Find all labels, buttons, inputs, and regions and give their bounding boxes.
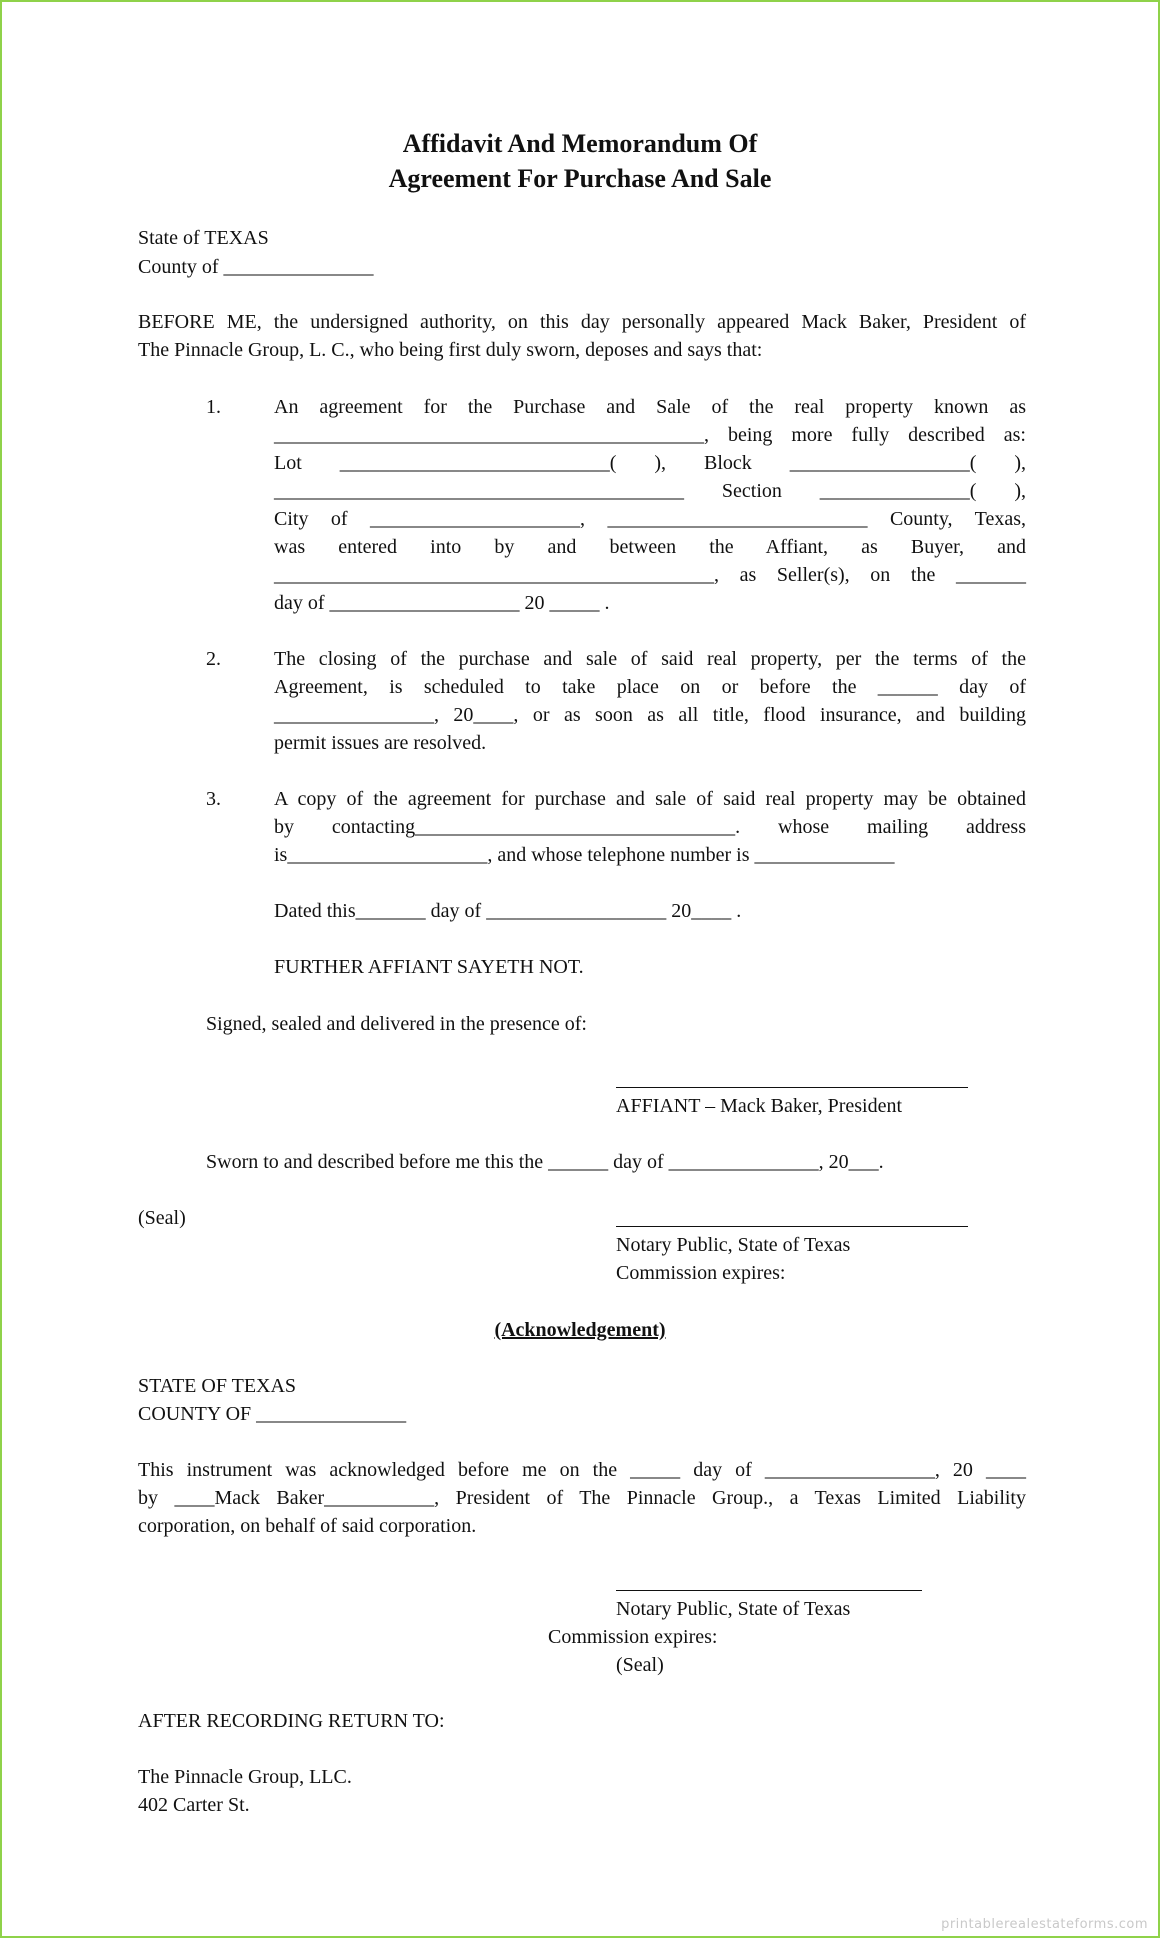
item-3-line: A copy of the agreement for purchase and sale of said real property may be obtained	[274, 788, 1026, 810]
acknowledgement-line: by ____Mack Baker___________, President of The Pinnacle Group., a Texas Limited Liability	[138, 1487, 1026, 1509]
watermark-text: printablerealestateforms.com	[941, 1917, 1148, 1932]
commission-expires-label: Commission expires:	[616, 1262, 786, 1284]
return-address: 402 Carter St.	[138, 1794, 250, 1816]
notary-label: Notary Public, State of Texas	[616, 1234, 851, 1256]
intro-line-1: BEFORE ME, the undersigned authority, on this day personally appeared Mack Baker, President of	[138, 311, 1026, 333]
item-1-line: ___________________________________________, being more fully described as:	[274, 424, 1026, 446]
item-1-line: Lot ___________________________( ), Block __________________( ),	[274, 452, 1026, 474]
county-caps-line: COUNTY OF _______________	[138, 1403, 407, 1425]
sworn-line: Sworn to and described before me this the ______ day of _______________, 20___.	[206, 1151, 884, 1173]
seal-label: (Seal)	[138, 1207, 186, 1229]
item-3-line: by contacting________________________________. whose mailing address	[274, 816, 1026, 838]
item-number-3: 3.	[206, 788, 221, 810]
affiant-label: AFFIANT – Mack Baker, President	[616, 1095, 903, 1117]
item-1-line: was entered into by and between the Affiant, as Buyer, and	[274, 536, 1026, 558]
item-2-line: Agreement, is scheduled to take place on or before the ______ day of	[274, 676, 1026, 698]
item-1-line: day of ___________________ 20 _____ .	[274, 592, 610, 614]
document-title-line-1: Affidavit And Memorandum Of	[402, 129, 758, 158]
seal-label-2: (Seal)	[616, 1654, 664, 1676]
county-line: County of _______________	[138, 256, 374, 278]
intro-line-2: The Pinnacle Group, L. C., who being first duly sworn, deposes and says that:	[138, 339, 763, 361]
notary-signature-line	[616, 1226, 968, 1227]
item-1-line: ____________________________________________, as Seller(s), on the _______	[274, 564, 1026, 586]
acknowledgement-line: corporation, on behalf of said corporation.	[138, 1515, 477, 1537]
item-1-line: City of _____________________, __________________________ County, Texas,	[274, 508, 1026, 530]
acknowledgement-line: This instrument was acknowledged before me on the _____ day of _________________, 20 ____	[138, 1459, 1026, 1481]
notary-signature-line-2	[616, 1590, 922, 1591]
item-2-line: The closing of the purchase and sale of said real property, per the terms of the	[274, 648, 1026, 670]
state-line: State of TEXAS	[138, 227, 269, 249]
signed-sealed-line: Signed, sealed and delivered in the presence of:	[206, 1013, 587, 1035]
further-affiant-line: FURTHER AFFIANT SAYETH NOT.	[274, 956, 584, 978]
after-recording-heading: AFTER RECORDING RETURN TO:	[138, 1710, 445, 1732]
item-1-line: An agreement for the Purchase and Sale of the real property known as	[274, 396, 1026, 418]
return-name: The Pinnacle Group, LLC.	[138, 1766, 352, 1788]
item-number-1: 1.	[206, 396, 221, 418]
item-number-2: 2.	[206, 648, 221, 670]
acknowledgement-heading: (Acknowledgement)	[494, 1319, 666, 1341]
notary-label-2: Notary Public, State of Texas	[616, 1598, 851, 1620]
affiant-signature-line	[616, 1087, 968, 1088]
dated-line: Dated this_______ day of __________________ 20____ .	[274, 900, 742, 922]
commission-expires-label-2: Commission expires:	[548, 1626, 718, 1648]
item-1-line: _________________________________________ Section _______________( ),	[274, 480, 1026, 502]
item-3-line: is____________________, and whose telephone number is ______________	[274, 844, 895, 866]
item-2-line: permit issues are resolved.	[274, 732, 487, 754]
state-caps-line: STATE OF TEXAS	[138, 1375, 297, 1397]
document-title-line-2: Agreement For Purchase And Sale	[388, 164, 772, 193]
item-2-line: ________________, 20____, or as soon as all title, flood insurance, and building	[274, 704, 1026, 726]
